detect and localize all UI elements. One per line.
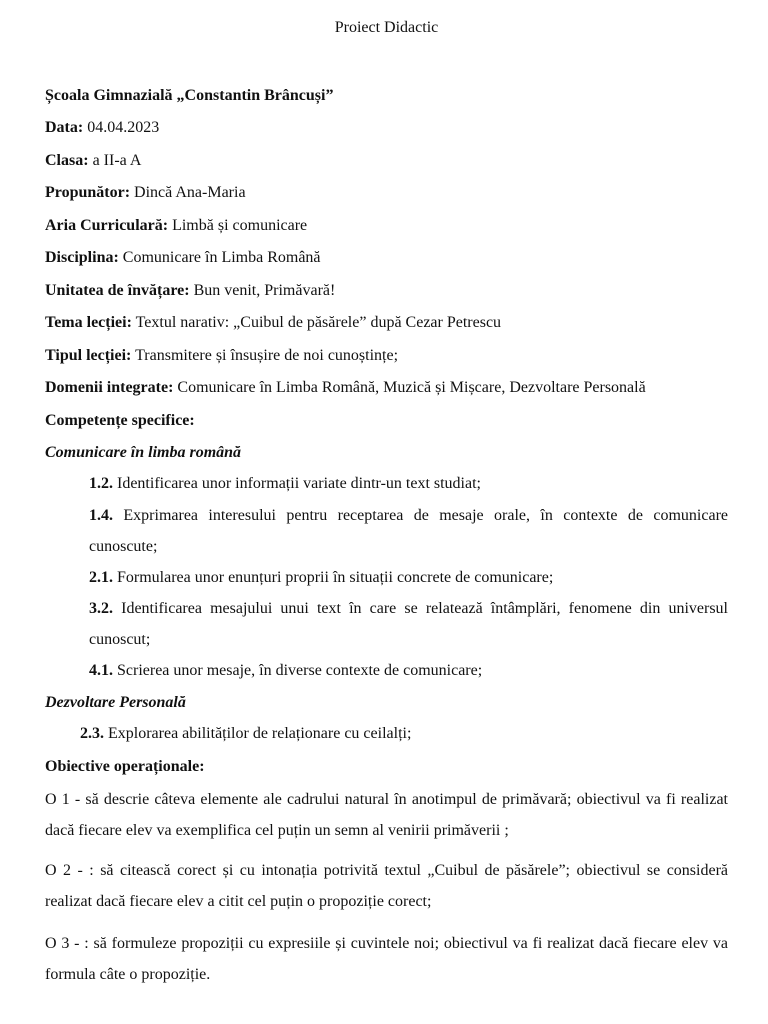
field-propunator [45,183,246,203]
competenta-number: 1.2. [89,475,113,492]
field-aria [45,216,307,236]
obiectiv-code: O 2 - : [45,862,94,879]
obiectiv-item [45,855,728,917]
field-tema-label: Tema lecției: [45,314,132,331]
field-domenii-label: Domenii integrate: [45,379,174,396]
competenta-item [89,661,482,681]
obiectiv-item [45,784,728,846]
field-domenii [45,378,646,398]
field-unitatea-label: Unitatea de învățare: [45,282,190,299]
competenta-text: Exprimarea interesului pentru receptarea de mesaje orale, în contexte de comunicare cunoscute; [89,507,728,555]
competenta-item [89,568,553,588]
field-propunator-value: Dincă Ana-Maria [130,184,246,201]
field-disciplina [45,248,321,268]
competente-heading: Competențe specifice: [45,412,195,429]
competenta-text: Explorarea abilităților de relaționare cu ceilalți; [104,725,412,742]
field-unitatea-value: Bun venit, Primăvară! [189,282,336,299]
field-aria-value: Limbă și comunicare [168,217,308,234]
field-clasa-value: a II-a A [88,152,142,169]
competenta-item [45,500,728,562]
competenta-item [89,474,481,494]
competente-section-dezvoltare: Dezvoltare Personală [45,694,186,711]
field-data [45,118,159,138]
field-propunator-label: Propunător: [45,184,131,201]
competenta-item [80,724,411,744]
obiectiv-code: O 1 - [45,791,81,808]
competenta-number: 4.1. [89,662,113,679]
field-tipul-label: Tipul lecției: [45,347,132,364]
obiectiv-code: O 3 - : [45,935,89,952]
document-title: Proiect Didactic [334,19,439,36]
obiective-heading: Obiective operaționale: [45,758,205,775]
field-tema-value: Textul narativ: „Cuibul de păsărele” după Cezar Petrescu [131,314,502,331]
competenta-number: 2.1. [89,569,113,586]
field-domenii-value: Comunicare în Limba Română, Muzică și Mișcare, Dezvoltare Personală [173,379,646,396]
field-tipul [45,346,398,366]
competenta-text: Identificarea mesajului unui text în care se relatează întâmplări, fenomene din universul cunoscut; [89,600,728,648]
competenta-text: Formularea unor enunțuri proprii în situații concrete de comunicare; [113,569,554,586]
field-unitatea [45,281,335,301]
field-aria-label: Aria Curriculară: [45,217,169,234]
competente-section-comunicare: Comunicare în limba română [45,444,242,461]
school-name: Școala Gimnazială „Constantin Brâncuși” [45,87,334,104]
obiectiv-item [45,928,728,990]
field-tema [45,313,501,333]
competenta-item [45,593,728,655]
field-clasa-label: Clasa: [45,152,89,169]
competenta-number: 1.4. [89,507,113,524]
obiectiv-text: să citească corect și cu intonația potrivită textul „Cuibul de păsărele”; obiectivul se consideră realizat dacă fiecare elev a citit cel puțin o propoziție corect; [45,862,729,910]
competenta-text: Scrierea unor mesaje, în diverse contexte de comunicare; [113,662,483,679]
field-disciplina-label: Disciplina: [45,249,119,266]
field-disciplina-value: Comunicare în Limba Română [118,249,321,266]
obiectiv-text: să descrie câteva elemente ale cadrului natural în anotimpul de primăvară; obiectivul va fi realizat dacă fiecare elev va exemplifica cel puțin un semn al venirii primăverii ; [45,791,729,839]
competenta-number: 2.3. [80,725,104,742]
field-data-label: Data: [45,119,84,136]
competenta-text: Identificarea unor informații variate dintr-un text studiat; [113,475,481,492]
field-clasa [45,151,141,171]
obiectiv-text: să formuleze propoziții cu expresiile și cuvintele noi; obiectivul va fi realizat dacă fiecare elev va formula câte o propoziție. [45,935,729,983]
field-data-value: 04.04.2023 [83,119,160,136]
competenta-number: 3.2. [89,600,113,617]
field-tipul-value: Transmitere și însușire de noi cunoștințe; [131,347,399,364]
